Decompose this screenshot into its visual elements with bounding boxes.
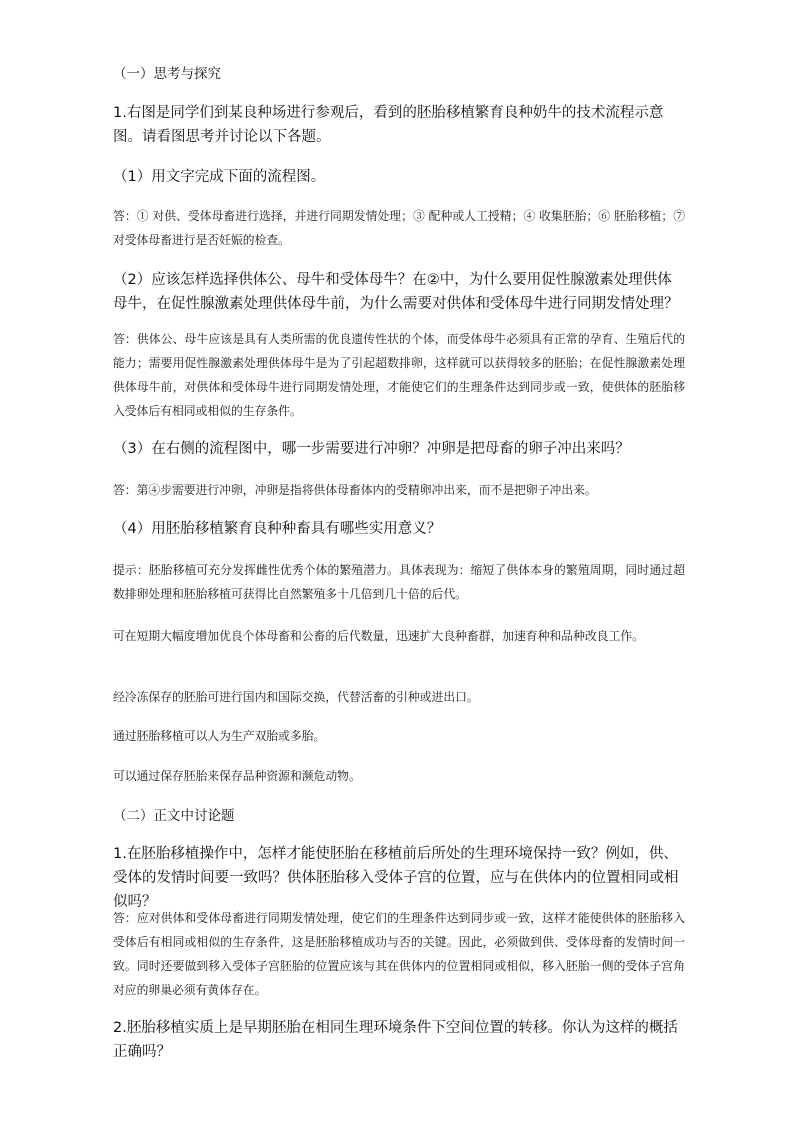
answer-1-1: 答：① 对供、受体母畜进行选择，并进行同期发情处理；③ 配种或人工授精；④ 收集胚胎；⑥ 胚胎移植；⑦ 对受体母畜进行是否妊娠的检查。 [113, 209, 685, 247]
answer-1-2: 答：供体公、母牛应该是具有人类所需的优良遗传性状的个体，而受体母牛必须具有正常的孕育、生殖后代的能力；需要用促性腺激素处理供体母牛是为了引起超数排卵，这样就可以获得较多的胚胎；在促性腺激素处理供体母牛前，对供体和受体母牛进行同期发情处理，才能使它们的生理条件达到同步或一致，使供体的胚胎移入受体后有相同或相似的生存条件。 [113, 332, 685, 418]
answer-2-1: 答：应对供体和受体母畜进行同期发情处理，使它们的生理条件达到同步或一致，这样才能使供体的胚胎移入受体后有相同或相似的生存条件，这是胚胎移植成功与否的关键。因此，必须做到供、受体母畜的发情时间一致。同时还要做到移入受体子宫胚胎的位置应该与其在供体内的位置相同或相似，移入胚胎一侧的受体子宫角对应的卵巢必须有黄体存在。 [113, 911, 685, 997]
section-heading-discussion: （二）正文中讨论题 [113, 808, 235, 824]
question-1-intro: 1.右图是同学们到某良种场进行参观后，看到的胚胎移植繁育良种奶牛的技术流程示意图。请看图思考并讨论以下各题。 [113, 105, 664, 145]
hint-1-4-paragraph-4: 通过胚胎移植可以人为生产双胎或多胎。 [113, 729, 326, 743]
section-heading-think-explore: （一）思考与探究 [113, 66, 221, 82]
question-2-1: 1.在胚胎移植操作中，怎样才能使胚胎在移植前后所处的生理环境保持一致？例如，供、受体的发情时间要一致吗？供体胚胎移入受体子宫的位置，应与在供体内的位置相同或相似吗？ [113, 846, 679, 910]
question-1-3: （3）在右侧的流程图中，哪一步需要进行冲卵？冲卵是把母畜的卵子冲出来吗？ [113, 441, 630, 457]
hint-1-4-paragraph-1: 提示：胚胎移植可充分发挥雌性优秀个体的繁殖潜力。具体表现为：缩短了供体本身的繁殖周期，同时通过超数排卵处理和胚胎移植可获得比自然繁殖多十几倍到几十倍的后代。 [113, 563, 685, 601]
hint-1-4-paragraph-3: 经冷冻保存的胚胎可进行国内和国际交换，代替活畜的引种或进出口。 [113, 690, 479, 704]
answer-1-3: 答：第④步需要进行冲卵，冲卵是指将供体母畜体内的受精卵冲出来，而不是把卵子冲出来。 [113, 483, 597, 497]
question-1-2: （2）应该怎样选择供体公、母牛和受体母牛？在②中，为什么要用促性腺激素处理供体母牛，在促性腺激素处理供体母牛前，为什么需要对供体和受体母牛进行同期发情处理？ [113, 272, 679, 312]
question-1-1: （1）用文字完成下面的流程图。 [113, 169, 326, 185]
hint-1-4-paragraph-5: 可以通过保存胚胎来保存品种资源和濒危动物。 [113, 769, 361, 783]
question-2-2: 2.胚胎移植实质上是早期胚胎在相同生理环境条件下空间位置的转移。你认为这样的概括正确吗？ [113, 1020, 678, 1060]
hint-1-4-paragraph-2: 可在短期大幅度增加优良个体母畜和公畜的后代数量，迅速扩大良种畜群，加速育种和品种改良工作。 [113, 629, 644, 643]
question-1-4: （4）用胚胎移植繁育良种种畜具有哪些实用意义？ [113, 521, 442, 537]
